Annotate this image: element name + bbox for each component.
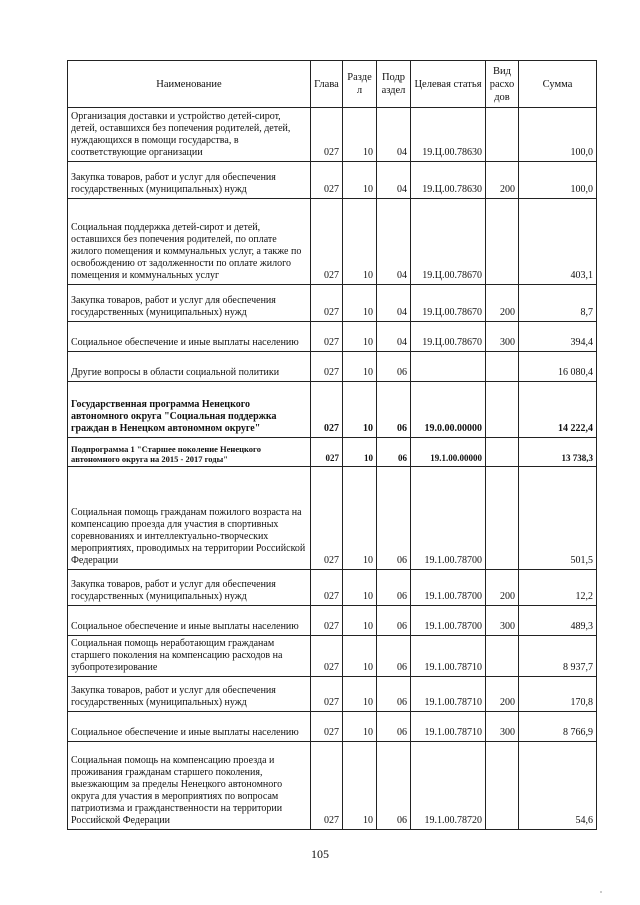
row-type (486, 382, 519, 438)
row-name: Закупка товаров, работ и услуг для обеспечения государственных (муниципальных) нужд (68, 162, 311, 199)
row-subsection: 06 (377, 352, 411, 382)
row-name: Закупка товаров, работ и услуг для обеспечения государственных (муниципальных) нужд (68, 570, 311, 606)
row-subsection: 06 (377, 467, 411, 570)
row-type: 300 (486, 322, 519, 352)
row-chapter: 027 (311, 382, 343, 438)
row-chapter: 027 (311, 108, 343, 162)
row-type (486, 108, 519, 162)
row-chapter: 027 (311, 162, 343, 199)
row-sum: 8 766,9 (519, 712, 597, 742)
row-type: 200 (486, 285, 519, 322)
row-sum: 394,4 (519, 322, 597, 352)
row-chapter: 027 (311, 606, 343, 636)
row-section: 10 (343, 199, 377, 285)
row-section: 10 (343, 467, 377, 570)
row-type (486, 438, 519, 467)
header-name: Наименование (68, 61, 311, 108)
row-type: 200 (486, 677, 519, 712)
row-sum: 14 222,4 (519, 382, 597, 438)
row-chapter: 027 (311, 352, 343, 382)
row-section: 10 (343, 352, 377, 382)
header-sum: Сумма (519, 61, 597, 108)
row-type (486, 636, 519, 677)
table-row (68, 712, 597, 742)
row-name: Социальная помощь на компенсацию проезда и проживания гражданам старшего поколения, выезжающим за пределы Ненецкого автономного округа для участия в мероприятиях по вопросам патриотизма и гражданственности на территории Российской Федерации (68, 742, 311, 830)
row-type: 300 (486, 712, 519, 742)
row-sum: 16 080,4 (519, 352, 597, 382)
row-name: Подпрограмма 1 "Старшее поколение Ненецкого автономного округа на 2015 - 2017 годы" (68, 438, 311, 467)
table-header-row (68, 61, 597, 108)
row-name: Социальное обеспечение и иные выплаты населению (68, 606, 311, 636)
table-row (68, 352, 597, 382)
row-target: 19.Ц.00.78630 (411, 162, 486, 199)
row-chapter: 027 (311, 467, 343, 570)
row-subsection: 04 (377, 162, 411, 199)
row-name: Социальная помощь неработающим гражданам старшего поколения на компенсацию расходов на зубопротезирование (68, 636, 311, 677)
row-name: Социальная поддержка детей-сирот и детей, оставшихся без попечения родителей, по оплате жилого помещения и коммунальных услуг, а также по освобождению от задолженности по оплате жилого помещения и коммунальных услуг (68, 199, 311, 285)
table-row (68, 108, 597, 162)
row-section: 10 (343, 712, 377, 742)
row-sum: 489,3 (519, 606, 597, 636)
row-chapter: 027 (311, 570, 343, 606)
table-row (68, 636, 597, 677)
row-name: Социальная помощь гражданам пожилого возраста на компенсацию проезда для участия в спортивных соревнованиях и интеллектуально-творческих мероприятиях, проводимых на территории Российской Федерации (68, 467, 311, 570)
row-subsection: 06 (377, 570, 411, 606)
row-target: 19.1.00.78700 (411, 467, 486, 570)
row-name: Социальное обеспечение и иные выплаты населению (68, 712, 311, 742)
row-chapter: 027 (311, 677, 343, 712)
row-type: 300 (486, 606, 519, 636)
row-section: 10 (343, 570, 377, 606)
row-section: 10 (343, 322, 377, 352)
row-target: 19.0.00.00000 (411, 382, 486, 438)
table-row (68, 677, 597, 712)
row-name: Государственная программа Ненецкого автономного округа "Социальная поддержка граждан в Ненецком автономном округе" (68, 382, 311, 438)
row-section: 10 (343, 438, 377, 467)
budget-table (67, 60, 597, 830)
row-chapter: 027 (311, 199, 343, 285)
row-target: 19.1.00.00000 (411, 438, 486, 467)
row-target: 19.1.00.78700 (411, 570, 486, 606)
row-type (486, 199, 519, 285)
row-name: Другие вопросы в области социальной политики (68, 352, 311, 382)
row-sum: 8,7 (519, 285, 597, 322)
row-subsection: 04 (377, 199, 411, 285)
row-chapter: 027 (311, 712, 343, 742)
row-name: Социальное обеспечение и иные выплаты населению (68, 322, 311, 352)
table-row (68, 606, 597, 636)
scan-speck (600, 891, 602, 893)
header-subsection: Подр аздел (377, 61, 411, 108)
row-subsection: 06 (377, 438, 411, 467)
table-row (68, 382, 597, 438)
row-chapter: 027 (311, 322, 343, 352)
row-subsection: 06 (377, 677, 411, 712)
row-target: 19.1.00.78710 (411, 677, 486, 712)
row-section: 10 (343, 285, 377, 322)
row-chapter: 027 (311, 636, 343, 677)
row-section: 10 (343, 606, 377, 636)
row-subsection: 06 (377, 636, 411, 677)
row-name: Закупка товаров, работ и услуг для обеспечения государственных (муниципальных) нужд (68, 677, 311, 712)
row-sum: 501,5 (519, 467, 597, 570)
row-type: 200 (486, 162, 519, 199)
row-chapter: 027 (311, 438, 343, 467)
row-section: 10 (343, 382, 377, 438)
row-subsection: 06 (377, 606, 411, 636)
row-type (486, 742, 519, 830)
row-target: 19.Ц.00.78670 (411, 199, 486, 285)
row-section: 10 (343, 677, 377, 712)
row-subsection: 04 (377, 285, 411, 322)
row-sum: 13 738,3 (519, 438, 597, 467)
row-target (411, 352, 486, 382)
row-type (486, 467, 519, 570)
row-section: 10 (343, 162, 377, 199)
row-sum: 403,1 (519, 199, 597, 285)
table-row (68, 438, 597, 467)
row-target: 19.Ц.00.78670 (411, 322, 486, 352)
row-subsection: 04 (377, 322, 411, 352)
row-target: 19.Ц.00.78630 (411, 108, 486, 162)
row-subsection: 04 (377, 108, 411, 162)
row-subsection: 06 (377, 382, 411, 438)
row-subsection: 06 (377, 742, 411, 830)
row-sum: 100,0 (519, 108, 597, 162)
row-sum: 12,2 (519, 570, 597, 606)
row-target: 19.Ц.00.78670 (411, 285, 486, 322)
table-row (68, 199, 597, 285)
row-sum: 54,6 (519, 742, 597, 830)
table-row (68, 570, 597, 606)
row-chapter: 027 (311, 742, 343, 830)
table-row (68, 162, 597, 199)
row-section: 10 (343, 742, 377, 830)
header-chapter: Глава (311, 61, 343, 108)
row-target: 19.1.00.78700 (411, 606, 486, 636)
row-type (486, 352, 519, 382)
row-subsection: 06 (377, 712, 411, 742)
table-row (68, 285, 597, 322)
row-target: 19.1.00.78720 (411, 742, 486, 830)
page-number: 105 (311, 847, 329, 861)
header-target: Целевая статья (411, 61, 486, 108)
table-row (68, 467, 597, 570)
table-body (68, 108, 597, 830)
row-section: 10 (343, 108, 377, 162)
row-name: Организация доставки и устройство детей-сирот, детей, оставшихся без попечения родителей, детей, нуждающихся в помощи государства, в соответствующие организации (68, 108, 311, 162)
table-row (68, 742, 597, 830)
row-sum: 8 937,7 (519, 636, 597, 677)
row-section: 10 (343, 636, 377, 677)
header-section: Разде л (343, 61, 377, 108)
row-name: Закупка товаров, работ и услуг для обеспечения государственных (муниципальных) нужд (68, 285, 311, 322)
table-row (68, 322, 597, 352)
row-type: 200 (486, 570, 519, 606)
row-target: 19.1.00.78710 (411, 712, 486, 742)
row-target: 19.1.00.78710 (411, 636, 486, 677)
header-type: Вид расхо дов (486, 61, 519, 108)
row-chapter: 027 (311, 285, 343, 322)
row-sum: 170,8 (519, 677, 597, 712)
row-sum: 100,0 (519, 162, 597, 199)
